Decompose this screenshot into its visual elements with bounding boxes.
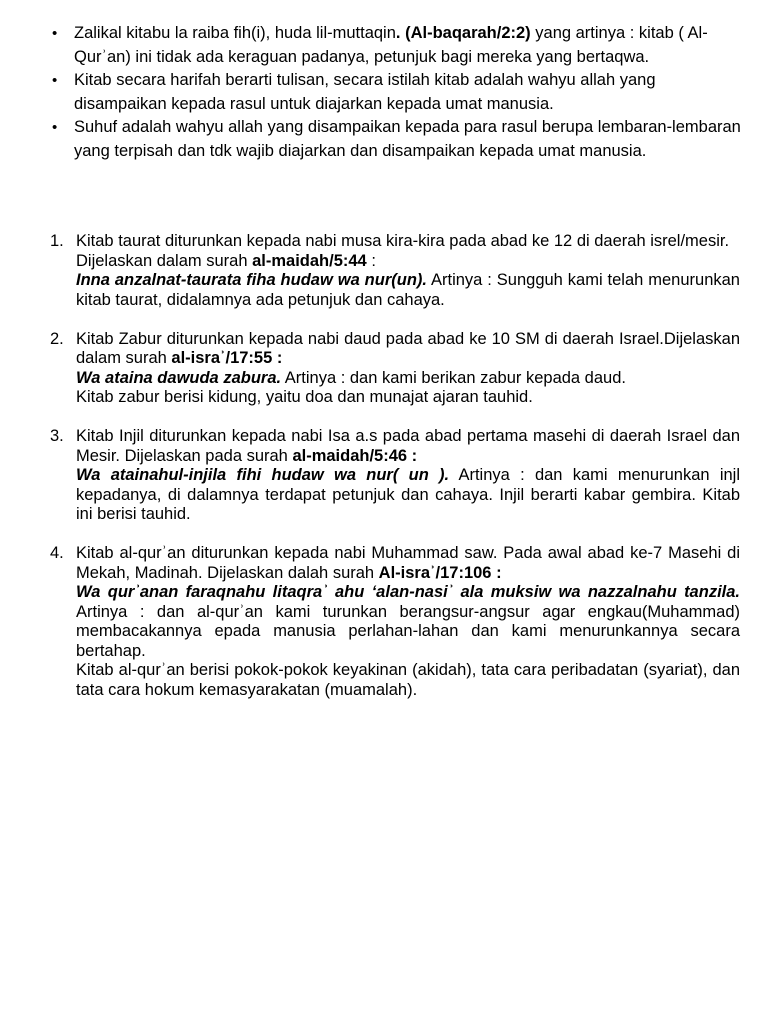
verse-text: Wa atainahul-injila fihi hudaw wa nur( un ). xyxy=(76,466,450,484)
item-number: 4. xyxy=(50,544,64,562)
bullet-item xyxy=(50,22,750,69)
surah-reference: Al-israʾ/17:106 : xyxy=(378,563,502,582)
item-number: 1. xyxy=(50,232,64,250)
verse-text: Wa ataina dawuda zabura. xyxy=(76,368,282,387)
bullet-reference: . (Al-baqarah/2:2) xyxy=(395,24,531,42)
item-text: Artinya : Sungguh kami telah menurunkan kitab taurat, didalamnya ada petunjuk dan cahaya. xyxy=(76,271,740,309)
list-item-injil xyxy=(50,427,740,525)
item-paragraph xyxy=(76,369,740,389)
item-text: Kitab al-qurʾan diturunkan kepada nabi Muhammad saw. Pada awal abad ke-7 Masehi di Mekah, Madinah. Dijelaskan dalah surah xyxy=(76,544,740,582)
list-item-zabur xyxy=(50,330,740,408)
bullet-icon: • xyxy=(52,25,58,42)
item-text: Artinya : dan kami berikan zabur kepada daud. xyxy=(281,368,626,387)
item-number: 3. xyxy=(50,427,64,445)
surah-reference: al-maidah/5:46 : xyxy=(292,446,418,465)
item-paragraph xyxy=(76,330,740,369)
item-paragraph xyxy=(76,661,740,700)
surah-reference: al-israʾ/17:55 : xyxy=(171,349,283,367)
item-text: Artinya : dan al-qurʾan kami turunkan berangsur-angsur agar engkau(Muhammad) membacakannya epada manusia perlahan-lahan dan kami menurunkannya secara bertahap. xyxy=(76,602,740,660)
item-text: : xyxy=(366,251,376,270)
bullet-icon: • xyxy=(52,119,58,136)
list-spacer xyxy=(50,408,740,428)
item-text: Dijelaskan dalam surah xyxy=(76,251,253,270)
item-paragraph xyxy=(76,466,740,525)
item-text: Kitab al-qurʾan berisi pokok-pokok keyakinan (akidah), tata cara peribadatan (syariat), dan tata cara hokum kemasyarakatan (muamalah). xyxy=(76,661,740,699)
numbered-list xyxy=(50,232,740,700)
verse-text: Wa qurʾanan faraqnahu litaqraʾ ahu ‘alan-nasiʾ ala muksiw wa nazzalnahu tanzila. xyxy=(76,583,740,601)
list-item-quran xyxy=(50,544,740,700)
item-number: 2. xyxy=(50,329,64,348)
item-paragraph xyxy=(76,388,740,408)
surah-reference: al-maidah/5:44 xyxy=(252,251,367,270)
bullet-list xyxy=(50,22,750,163)
list-item-taurat xyxy=(50,232,740,310)
bullet-icon: • xyxy=(52,72,58,89)
bullet-item xyxy=(50,69,750,116)
item-text: Kitab Zabur diturunkan kepada nabi daud pada abad ke 10 SM di daerah Israel.Dijelaskan dalam surah xyxy=(76,329,740,367)
item-paragraph xyxy=(76,583,740,661)
verse-text: Inna anzalnat-taurata fiha hudaw wa nur(un). xyxy=(76,271,427,289)
item-text: Kitab taurat diturunkan kepada nabi musa kira-kira pada abad ke 12 di daerah isrel/mesir. xyxy=(76,232,730,250)
item-paragraph xyxy=(76,252,740,272)
item-paragraph xyxy=(76,544,740,583)
item-text: Artinya : dan kami menurunkan injl kepadanya, di dalamnya terdapat petunjuk dan cahaya. Injil berarti kabar gembira. Kitab ini berisi tauhid. xyxy=(76,466,740,523)
item-paragraph xyxy=(76,232,740,252)
item-text: Kitab zabur berisi kidung, yaitu doa dan munajat ajaran tauhid. xyxy=(76,388,533,406)
item-paragraph xyxy=(76,427,740,466)
list-spacer xyxy=(50,310,740,330)
item-text: Kitab Injil diturunkan kepada nabi Isa a.s pada abad pertama masehi di daerah Israel dan Mesir. Dijelaskan pada surah xyxy=(76,427,740,465)
item-paragraph xyxy=(76,271,740,310)
bullet-text: Suhuf adalah wahyu allah yang disampaikan kepada para rasul berupa lembaran-lembaran yang terpisah dan tdk wajib diajarkan dan disampaikan kepada umat manusia. xyxy=(74,118,741,160)
list-spacer xyxy=(50,525,740,545)
bullet-item xyxy=(50,116,750,163)
bullet-text: yang artinya : kitab ( Al-Qurʾan) ini tidak ada keraguan padanya, petunjuk bagi mereka yang bertaqwa. xyxy=(74,24,708,66)
bullet-text: Kitab secara harifah berarti tulisan, secara istilah kitab adalah wahyu allah yang disampaikan kepada rasul untuk diajarkan kepada umat manusia. xyxy=(74,71,656,113)
bullet-text: Zalikal kitabu la raiba fih(i), huda lil-muttaqin xyxy=(74,24,396,42)
